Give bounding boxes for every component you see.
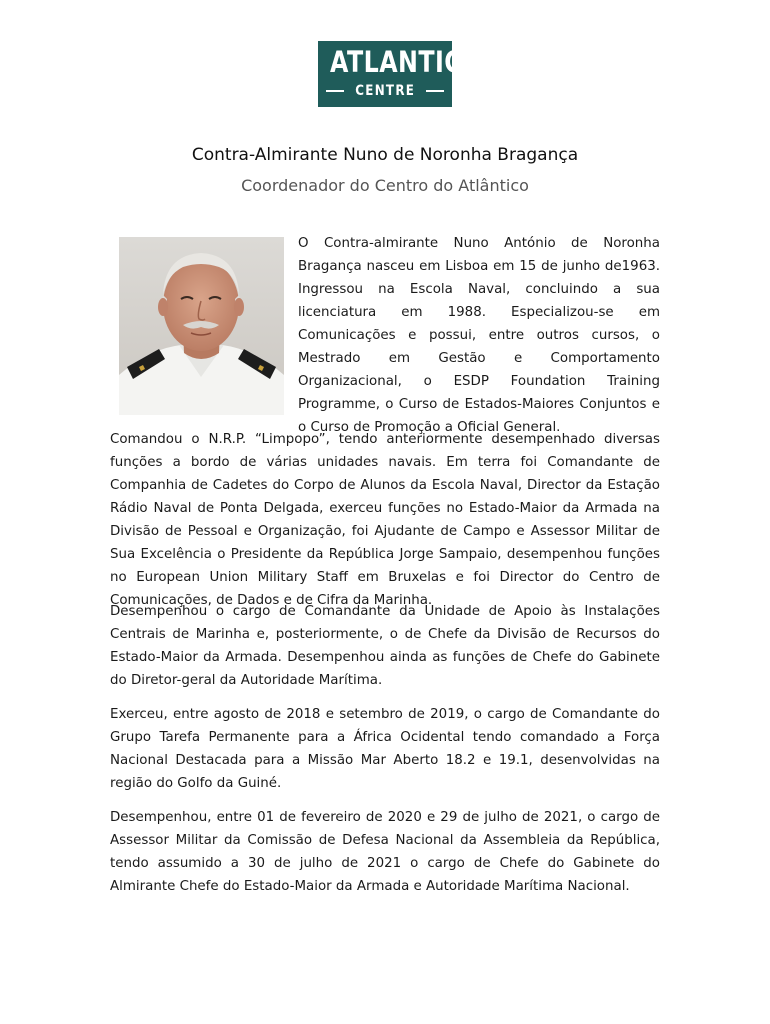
page-title: Contra-Almirante Nuno de Noronha Bragança (191, 145, 579, 165)
paragraph-career-africa: Exerceu, entre agosto de 2018 e setembro de 2019, o cargo de Comandante do Grupo Tarefa Permanente para a África Ocidental tendo comandado a Força Nacional Destacada para a Missão Mar Aberto 18.2 e 19.1, desenvolvidas na região do Golfo da Guiné. (110, 707, 660, 791)
logo-rule-right (426, 90, 444, 92)
logo-line-2: CENTRE (355, 83, 415, 99)
logo-line-2-row (326, 81, 444, 101)
intro-paragraph: O Contra-almirante Nuno António de Noronha Bragança nasceu em Lisboa em 15 de junho de1963. Ingressou na Escola Naval, concluindo a sua licenciatura em 1988. Especializou-se em Comunicações e possui, entre outros cursos, o Mestrado em Gestão e Comportamento Organizacional, o ESDP Foundation Training Programme, o Curso de Estados-Maiores Conjuntos e o Curso de Promoção a Oficial General. (298, 236, 660, 435)
logo-rule-left (326, 90, 344, 92)
paragraph-career-commands: Comandou o N.R.P. “Limpopo”, tendo anteriormente desempenhado diversas funções a bordo de várias unidades navais. Em terra foi Comandante de Companhia de Cadetes do Corpo de Alunos da Escola Naval, Director da Estação Rádio Naval de Ponta Delgada, exerceu funções no Estado-Maior da Armada na Divisão de Pessoal e Organização, foi Ajudante de Campo e Assessor Militar de Sua Excelência o Presidente da República Jorge Sampaio, desempenhou funções no European Union Military Staff em Bruxelas e foi Director do Centro de Comunicações, de Dados e de Cifra da Marinha. (110, 432, 660, 608)
page-subtitle: Coordenador do Centro do Atlântico (241, 176, 529, 195)
portrait-photo (119, 237, 284, 415)
portrait-illustration (119, 237, 284, 415)
paragraph-career-units: Desempenhou o cargo de Comandante da Unidade de Apoio às Instalações Centrais de Marinha e, posteriormente, o de Chefe da Divisão de Recursos do Estado-Maior da Armada. Desempenhou ainda as funções de Chefe do Gabinete do Diretor-geral da Autoridade Marítima. (110, 604, 660, 688)
logo-line-1: ATLANTIC (330, 45, 463, 79)
paragraph-career-recent: Desempenhou, entre 01 de fevereiro de 2020 e 29 de julho de 2021, o cargo de Assessor Militar da Comissão de Defesa Nacional da Assembleia da República, tendo assumido a 30 de julho de 2021 o cargo de Chefe do Gabinete do Almirante Chefe do Estado-Maior da Armada e Autoridade Marítima Nacional. (110, 810, 660, 894)
atlantic-centre-logo (318, 41, 463, 107)
